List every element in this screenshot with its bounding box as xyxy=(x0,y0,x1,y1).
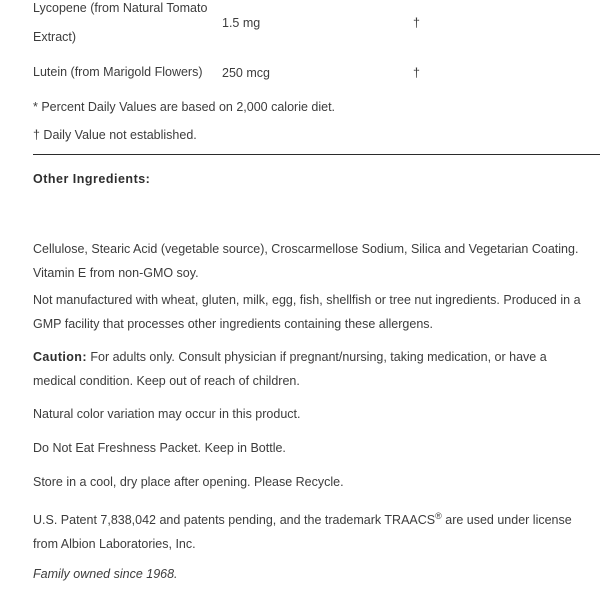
storage-note: Store in a cool, dry place after opening. Please Recycle. xyxy=(33,475,344,489)
patent-statement xyxy=(33,504,593,556)
patent-text-start: U.S. Patent 7,838,042 and patents pending, and the trademark TRAACS xyxy=(33,513,436,528)
other-ingredients-heading: Other Ingredients: xyxy=(33,172,151,186)
nutrient-amount-lutein: 250 mcg xyxy=(222,66,270,80)
ingredients-text: Cellulose, Stearic Acid (vegetable source), Croscarmellose Sodium, Silica and Vegetarian Coating. Vitamin E from non-GMO soy. xyxy=(33,242,579,280)
dv-not-established-note: † Daily Value not established. xyxy=(33,128,197,142)
nutrient-dv-lycopene: † xyxy=(413,16,420,30)
nutrient-dv-lutein: † xyxy=(413,66,420,80)
section-divider xyxy=(33,154,600,155)
nutrient-name-lycopene: Lycopene (from Natural Tomato Extract) xyxy=(33,1,208,44)
percent-dv-note: * Percent Daily Values are based on 2,000 calorie diet. xyxy=(33,100,336,114)
allergen-statement: Not manufactured with wheat, gluten, milk, egg, fish, shellfish or tree nut ingredients. Produced in a GMP facility that processes other ingredients containing these allergens. xyxy=(33,293,581,331)
nutrient-amount-lycopene: 1.5 mg xyxy=(222,16,261,30)
nutrient-name-lutein: Lutein (from Marigold Flowers) xyxy=(33,65,203,79)
patent-text-end: are used under license from Albion Laboratories, Inc. xyxy=(33,513,572,552)
caution-statement xyxy=(33,345,593,393)
caution-text: For adults only. Consult physician if pregnant/nursing, taking medication, or have a medical condition. Keep out of reach of children. xyxy=(33,350,547,388)
freshness-packet-note: Do Not Eat Freshness Packet. Keep in Bottle. xyxy=(33,441,286,455)
color-variation-note: Natural color variation may occur in this product. xyxy=(33,407,301,421)
caution-label: Caution: xyxy=(33,350,87,364)
registered-mark: ® xyxy=(435,511,442,521)
family-owned-note: Family owned since 1968. xyxy=(33,567,178,581)
